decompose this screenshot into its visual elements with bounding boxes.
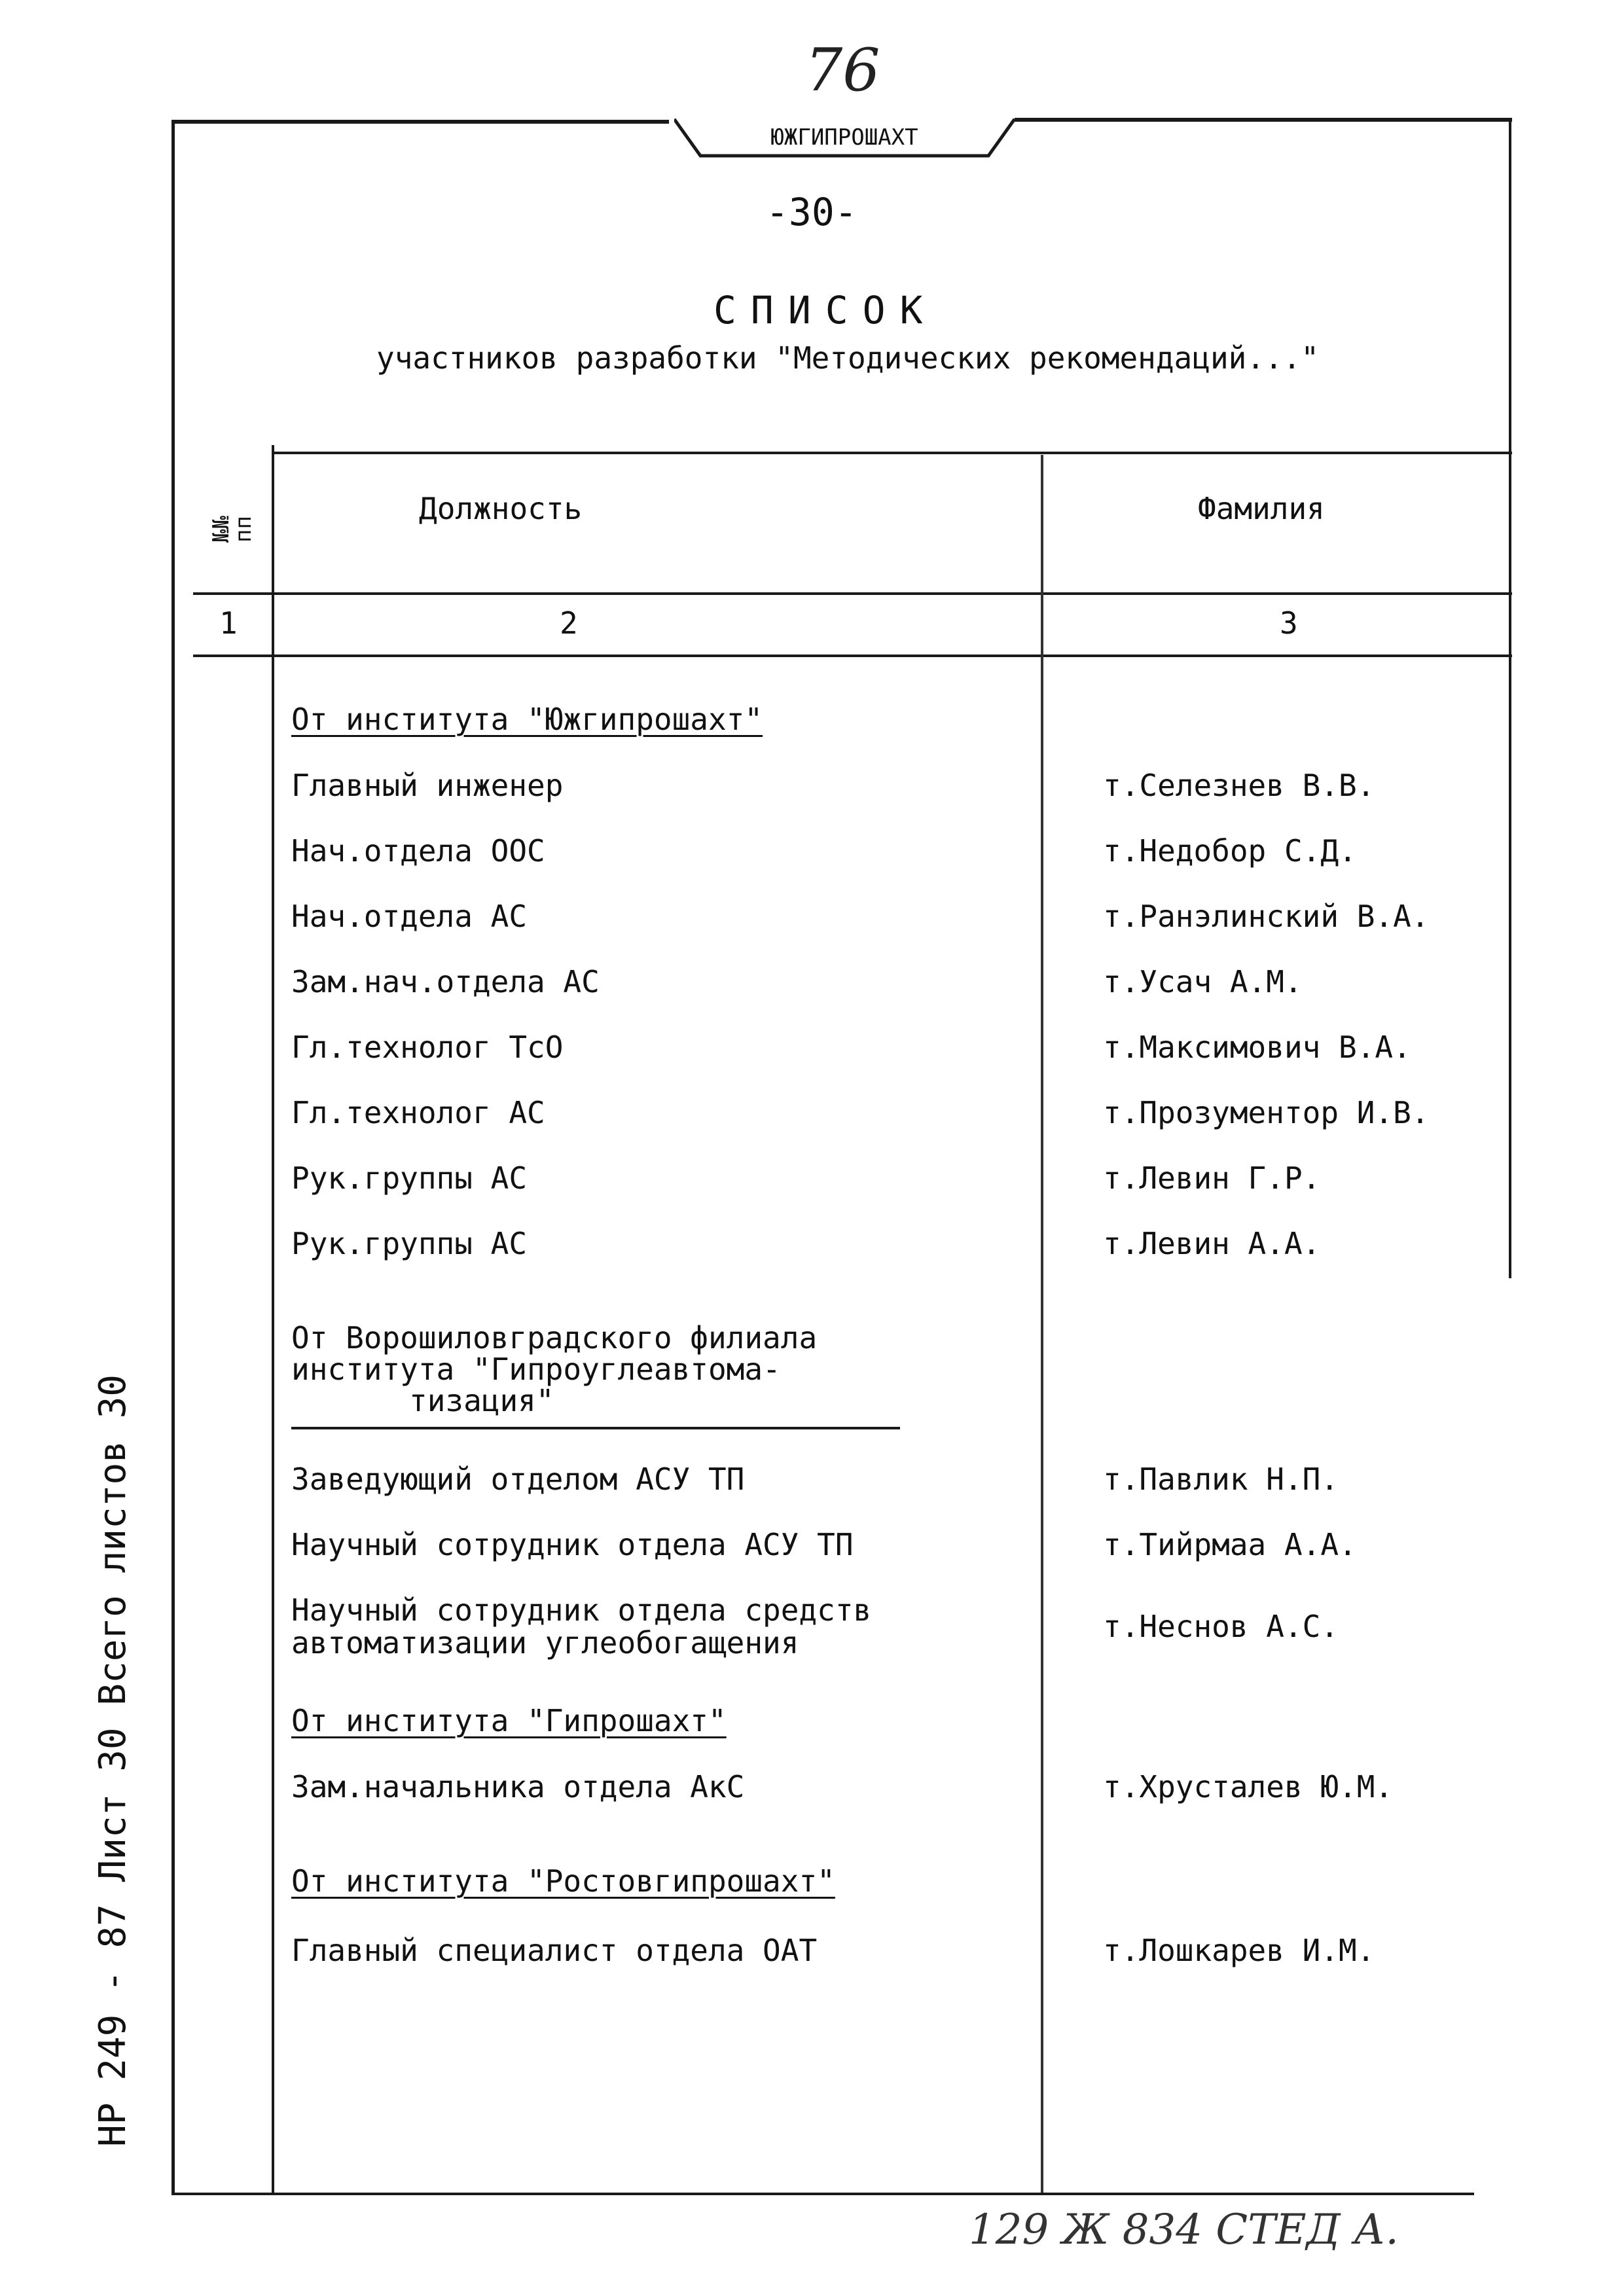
frame-bottom-line bbox=[171, 2193, 1474, 2195]
position: Главный специалист отдела ОАТ bbox=[291, 1933, 818, 1968]
position-line: автоматизации углеобогащения bbox=[291, 1625, 799, 1660]
page-number: -30- bbox=[766, 190, 857, 234]
organization-underline bbox=[291, 1427, 900, 1429]
organization-heading-line: тизация" bbox=[409, 1383, 554, 1418]
position: Главный инженер bbox=[291, 768, 564, 803]
position: Научный сотрудник отдела АСУ ТП bbox=[291, 1527, 854, 1562]
frame-top-left-line bbox=[171, 120, 669, 124]
organization-heading bbox=[291, 1322, 817, 1416]
position-line: Научный сотрудник отдела средств bbox=[291, 1592, 872, 1628]
position: Рук.группы АС bbox=[291, 1226, 528, 1261]
position: Гл.технолог АС bbox=[291, 1095, 545, 1130]
document-side-label: НР 249 - 87 Лист 30 Всего листов 30 bbox=[92, 1374, 134, 2147]
surname: т.Недобор С.Д. bbox=[1103, 833, 1357, 869]
column-number-2: 2 bbox=[560, 605, 578, 641]
surname: т.Павлик Н.П. bbox=[1103, 1462, 1339, 1497]
surname: т.Прозументор И.В. bbox=[1103, 1095, 1430, 1130]
organization-heading: От института "Ростовгипрошахт" bbox=[291, 1863, 835, 1899]
table-header-bottom-line bbox=[193, 592, 1512, 595]
organization-heading-line: института "Гипроуглеавтома- bbox=[291, 1352, 781, 1387]
position: Зам.начальника отдела АкС bbox=[291, 1769, 745, 1804]
frame-right-line bbox=[1509, 120, 1511, 1278]
surname: т.Максимович В.А. bbox=[1103, 1030, 1411, 1065]
column-divider-2 bbox=[1041, 455, 1043, 2193]
position: Зам.нач.отдела АС bbox=[291, 964, 600, 999]
surname: т.Левин А.А. bbox=[1103, 1226, 1321, 1261]
column-divider-1 bbox=[272, 445, 274, 2193]
handwritten-page-number: 76 bbox=[805, 36, 880, 105]
frame-left-line bbox=[171, 120, 175, 2195]
frame-top-right-line bbox=[1015, 118, 1512, 122]
header-position: Должность bbox=[419, 491, 583, 526]
surname: т.Селезнев В.В. bbox=[1103, 768, 1375, 803]
surname: т.Хрусталев Ю.М. bbox=[1103, 1769, 1394, 1804]
surname: т.Неснов А.С. bbox=[1103, 1609, 1339, 1644]
position: Гл.технолог ТсО bbox=[291, 1030, 564, 1065]
table-top-line bbox=[272, 452, 1512, 454]
surname: т.Левин Г.Р. bbox=[1103, 1160, 1321, 1196]
document-title: СПИСОК bbox=[713, 288, 937, 332]
handwritten-note: 129 Ж 834 СТЕД А. bbox=[969, 2206, 1399, 2254]
column-number-3: 3 bbox=[1280, 605, 1298, 641]
header-row-number: №№ пп bbox=[208, 516, 257, 543]
column-number-1: 1 bbox=[219, 605, 238, 641]
position: Заведующий отделом АСУ ТП bbox=[291, 1462, 745, 1497]
position: Нач.отдела ООС bbox=[291, 833, 545, 869]
organization-heading: От института "Южгипрошахт" bbox=[291, 702, 763, 737]
surname: т.Усач А.М. bbox=[1103, 964, 1303, 999]
position bbox=[291, 1594, 1044, 1659]
organization-heading: От института "Гипрошахт" bbox=[291, 1703, 727, 1738]
surname: т.Тийрмаа А.А. bbox=[1103, 1527, 1357, 1562]
document-subtitle: участников разработки "Методических рекомендаций..." bbox=[376, 340, 1320, 376]
surname: т.Лошкарев И.М. bbox=[1103, 1933, 1375, 1968]
organization-heading-line: От Ворошиловградского филиала bbox=[291, 1320, 818, 1355]
table-numbers-bottom-line bbox=[193, 655, 1512, 657]
position: Рук.группы АС bbox=[291, 1160, 528, 1196]
position: Нач.отдела АС bbox=[291, 899, 528, 934]
organization-stamp: ЮЖГИПРОШАХТ bbox=[770, 124, 918, 151]
header-surname: Фамилия bbox=[1198, 491, 1325, 526]
surname: т.Ранэлинский В.А. bbox=[1103, 899, 1430, 934]
